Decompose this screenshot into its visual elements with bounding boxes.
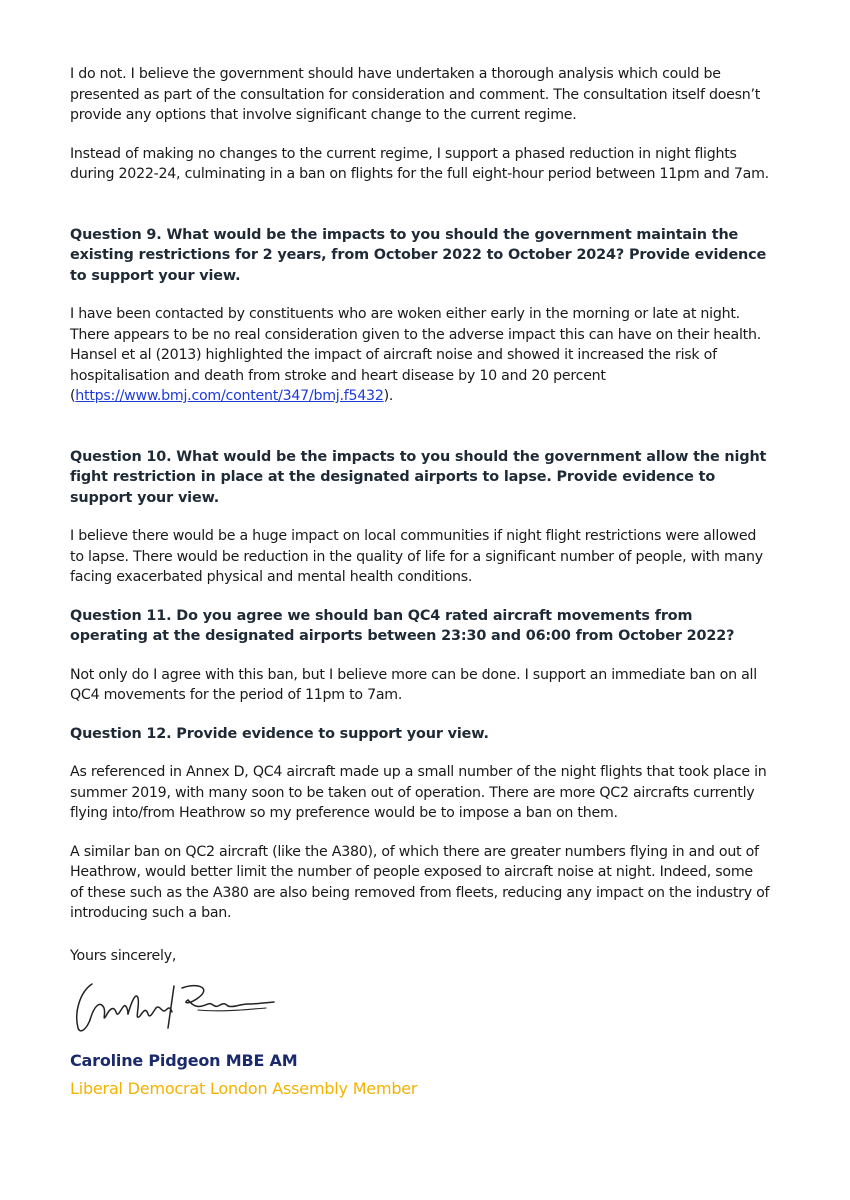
question-10: Question 10. What would be the impacts to you should the government allow the night fight restriction in place at the designated airports to lapse. Provide evidence to support your view. xyxy=(70,448,767,506)
answer-11: Not only do I agree with this ban, but I believe more can be done. I support an immediate ban on all QC4 movements for the period of 11pm to 7am. xyxy=(70,666,757,703)
answer-9-text: I have been contacted by constituents who are woken either early in the morning or late at night. There appears to be no real consideration given to the adverse impact this can have on their health. Hansel et al (2013) highlighted the impact of aircraft noise and showed it increased the risk of hospitalisation and death from stroke and heart disease by 10 and 20 percent xyxy=(70,306,761,384)
paren-close: ). xyxy=(383,388,394,404)
answer-12-paragraph-1: As referenced in Annex D, QC4 aircraft made up a small number of the night flights that took place in summer 2019, with many soon to be taken out of operation. There are more QC2 aircrafts currently flying into/from Heathrow so my preference would be to impose a ban on them. xyxy=(70,764,767,821)
signatory-name: Caroline Pidgeon MBE AM xyxy=(70,1051,298,1070)
paragraph: I do not. I believe the government should have undertaken a thorough analysis which could be presented as part of the consultation for consideration and comment. The consultation itself doesn’t provide any options that involve significant change to the current regime. xyxy=(70,66,761,123)
answer-12-paragraph-2: A similar ban on QC2 aircraft (like the A380), of which there are greater numbers flying in and out of Heathrow, would better limit the number of people exposed to aircraft noise at night. Indeed, some of these such as the A380 are also being removed from fleets, reducing any impact on the industry of introducing such a ban. xyxy=(70,843,770,921)
question-12: Question 12. Provide evidence to support your view. xyxy=(70,725,489,742)
letter-body xyxy=(70,64,770,1100)
question-11: Question 11. Do you agree we should ban QC4 rated aircraft movements from operating at the designated airports between 23:30 and 06:00 from October 2022? xyxy=(70,607,735,644)
question-9: Question 9. What would be the impacts to you should the government maintain the existing restrictions for 2 years, from October 2022 to October 2024? Provide evidence to support your view. xyxy=(70,226,767,284)
handwritten-signature xyxy=(70,970,770,1040)
bmj-link[interactable]: https://www.bmj.com/content/347/bmj.f5432 xyxy=(75,388,384,404)
paragraph: Instead of making no changes to the current regime, I support a phased reduction in night flights during 2022-24, culminating in a ban on flights for the full eight-hour period between 11pm and 7am. xyxy=(70,145,769,182)
answer-9 xyxy=(70,304,770,407)
closing: Yours sincerely, xyxy=(70,947,177,964)
paren-open: ( xyxy=(70,388,76,404)
answer-10: I believe there would be a huge impact on local communities if night flight restrictions were allowed to lapse. There would be reduction in the quality of life for a significant number of people, with many facing exacerbated physical and mental health conditions. xyxy=(70,528,763,585)
signature-image xyxy=(70,970,280,1040)
signatory-role: Liberal Democrat London Assembly Member xyxy=(70,1079,418,1098)
